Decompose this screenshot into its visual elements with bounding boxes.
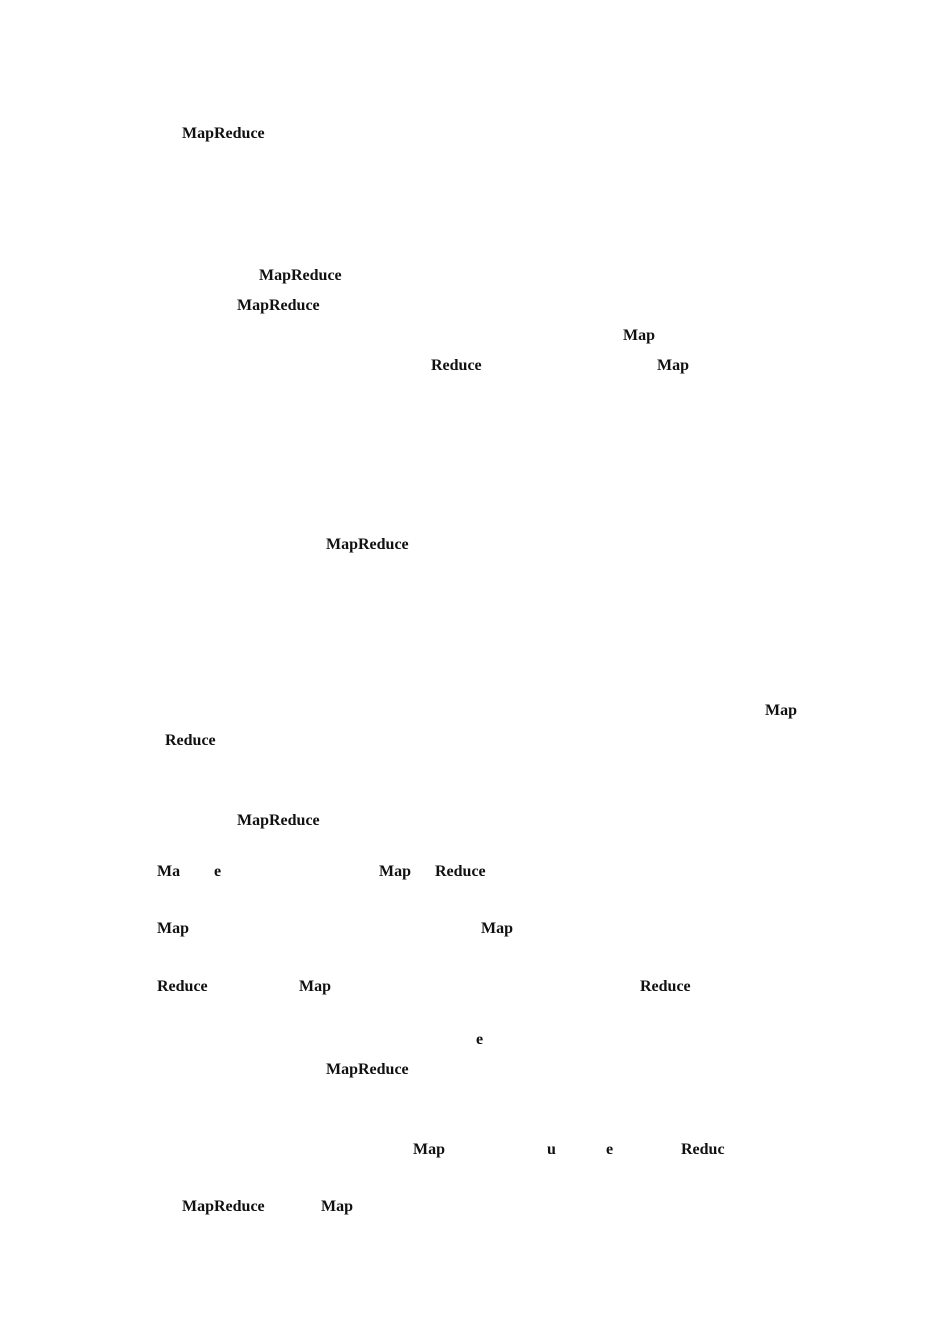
text-fragment: u [547, 1141, 556, 1158]
text-fragment: MapReduce [326, 536, 409, 553]
text-fragment: Map [765, 702, 797, 719]
text-fragment: e [214, 863, 222, 880]
text-fragment: Reduce [431, 357, 482, 374]
text-fragment: Map [413, 1141, 445, 1158]
text-fragment: MapReduce [182, 125, 265, 142]
text-fragment: Reduce [165, 732, 216, 749]
text-fragment: Map [157, 920, 189, 937]
text-fragment: Reduce [435, 863, 486, 880]
text-fragment: Map [481, 920, 513, 937]
text-fragment: Map [321, 1198, 353, 1215]
text-fragment: Map [657, 357, 689, 374]
text-fragment: e [606, 1141, 614, 1158]
text-fragment: MapReduce [182, 1198, 265, 1215]
text-fragment: Map [379, 863, 411, 880]
text-fragment: MapReduce [237, 297, 320, 314]
text-fragment: Reduce [640, 978, 691, 995]
text-fragment: MapReduce [237, 812, 320, 829]
text-fragment: Reduc [681, 1141, 725, 1158]
text-fragment: Map [299, 978, 331, 995]
text-fragment: MapReduce [326, 1061, 409, 1078]
text-fragment: e [476, 1031, 484, 1048]
text-fragment: Ma [157, 863, 181, 880]
text-fragment: Map [623, 327, 655, 344]
text-fragment: Reduce [157, 978, 208, 995]
text-fragment: MapReduce [259, 267, 342, 284]
